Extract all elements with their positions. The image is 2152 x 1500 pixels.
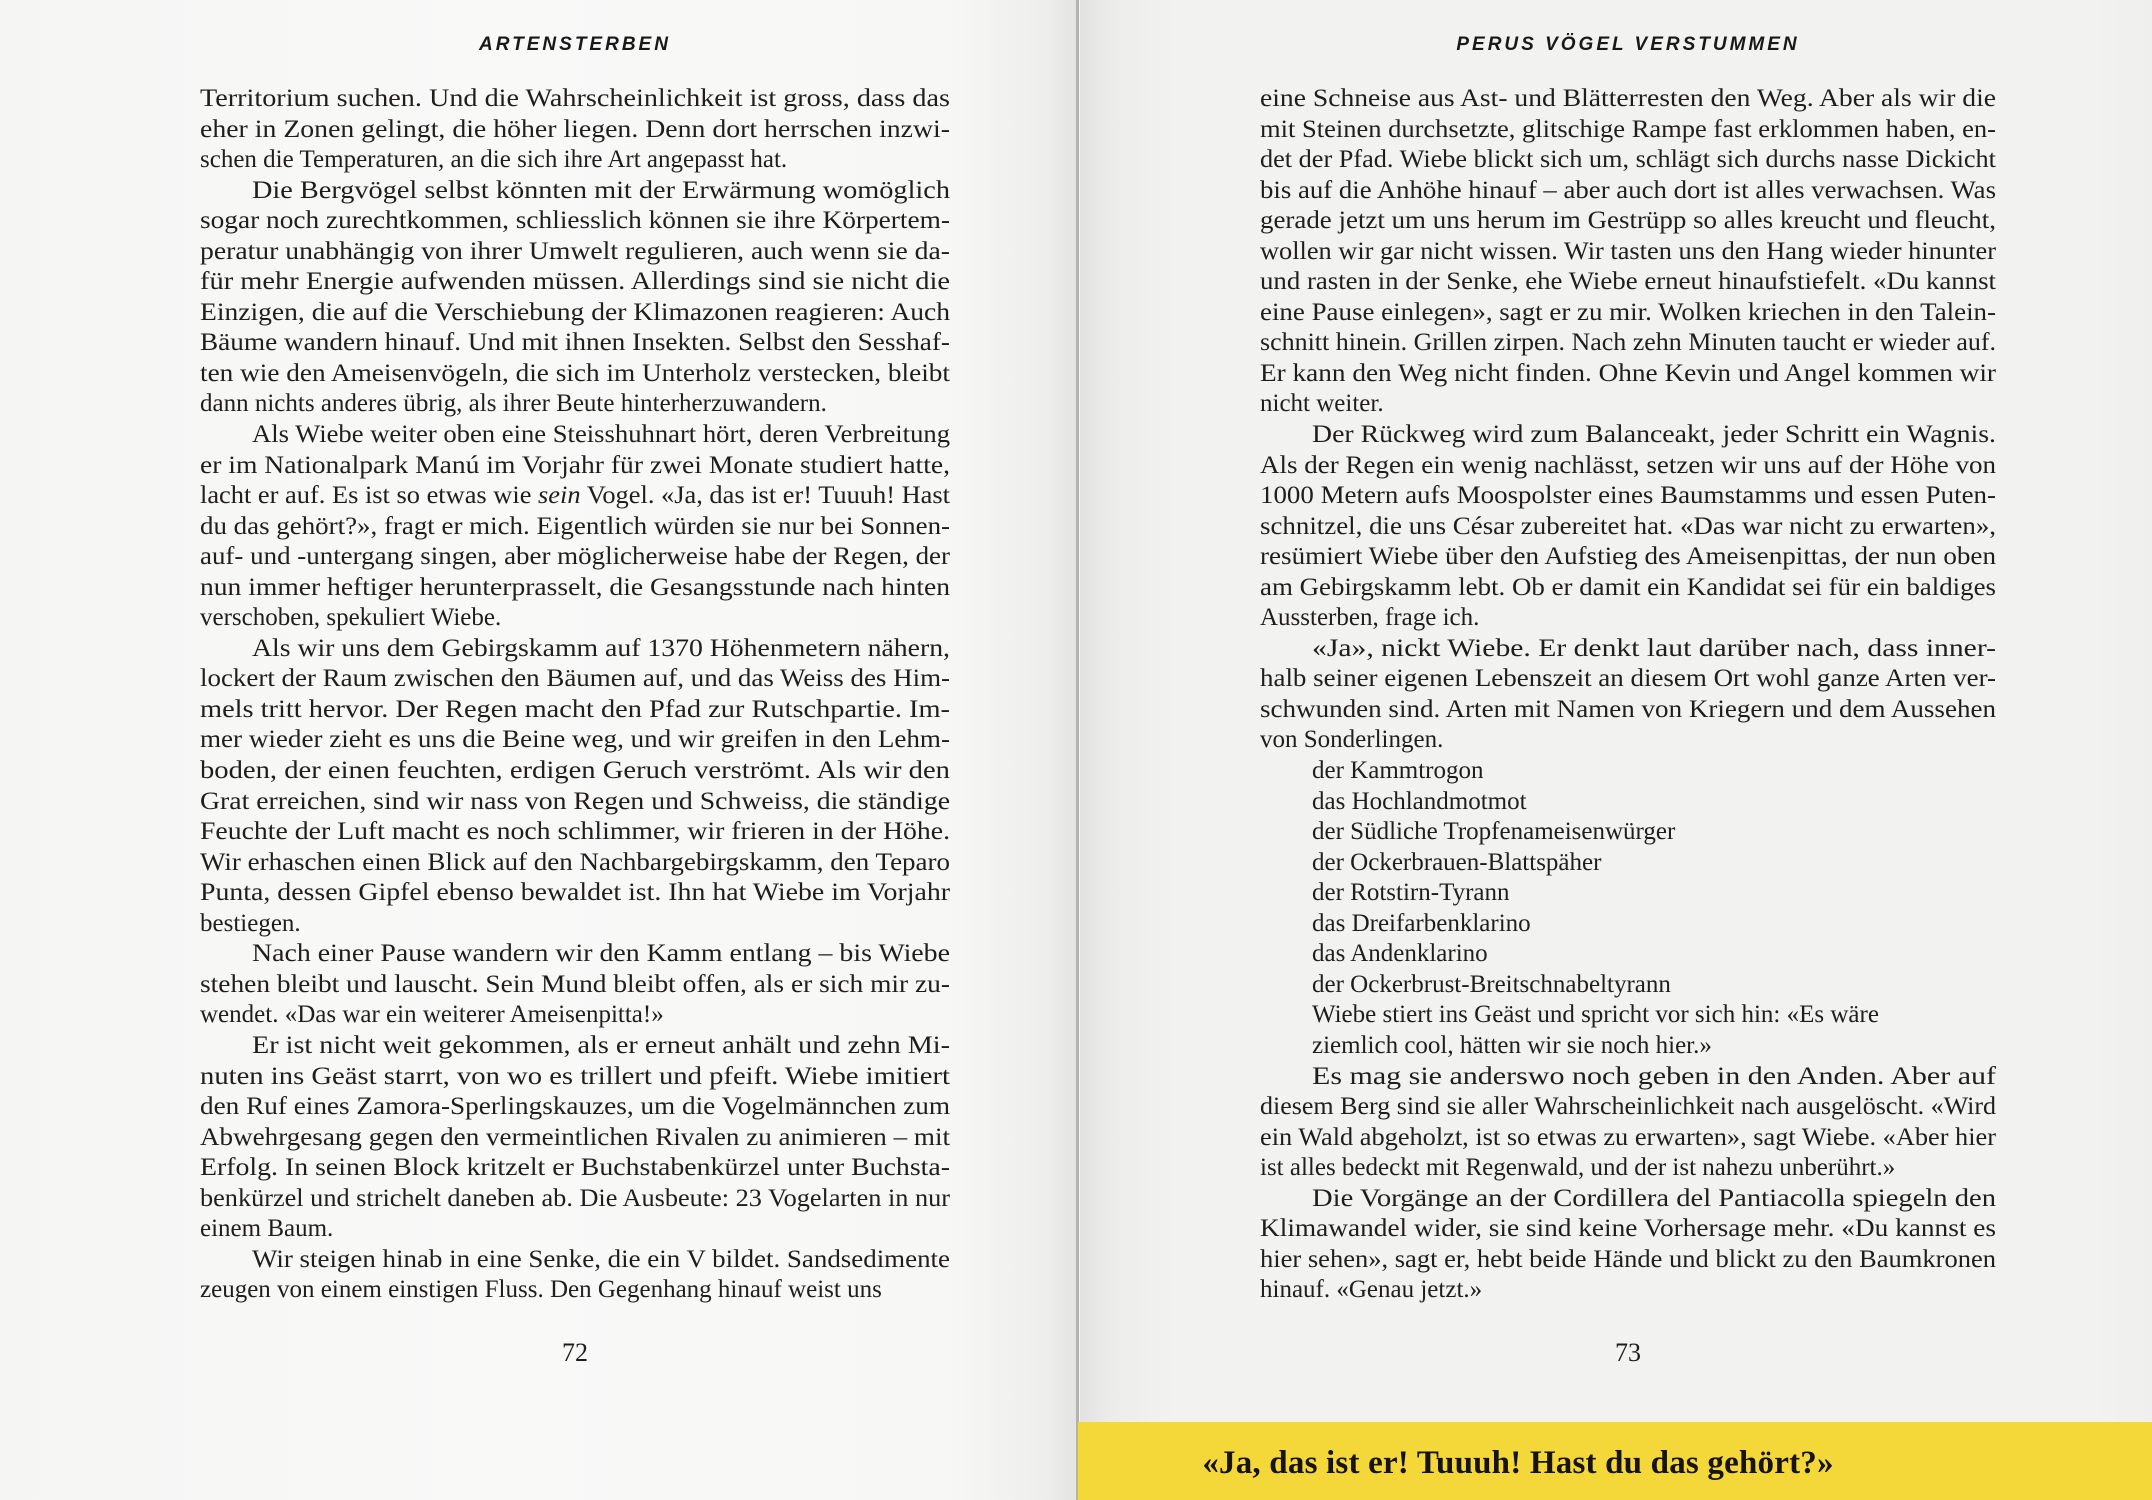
- text-line: Territorium suchen. Und die Wahrscheinlichkeit ist gross, dass das: [200, 85, 951, 112]
- text-line: Als Wiebe weiter oben eine Steisshuhnart hört, deren Verbreitung: [252, 421, 950, 449]
- text-line: lockert der Raum zwischen den Bäumen auf, und das Weiss des Him-: [200, 665, 950, 693]
- text-line: nicht weiter.: [1260, 390, 1384, 418]
- text-line: Feuchte der Luft macht es noch schlimmer, wir frieren in der Höhe.: [200, 818, 950, 846]
- right-page: [1080, 0, 2152, 1500]
- text-line: das Dreifarbenklarino: [1312, 909, 1531, 937]
- text-line: ein Wald abgeholzt, ist so etwas zu erwarten», sagt Wiebe. «Aber hier: [1260, 1123, 1996, 1151]
- text-line: stehen bleibt und lauscht. Sein Mund bleibt offen, als er sich mir zu-: [200, 970, 950, 998]
- text-line: Klimawandel wider, sie sind keine Vorhersage mehr. «Du kannst es: [1260, 1215, 1996, 1243]
- page-number-right: 73: [1615, 1338, 1641, 1367]
- text-line: diesem Berg sind sie aller Wahrscheinlichkeit nach ausgelöscht. «Wird: [1260, 1093, 1996, 1121]
- text-line: benkürzel und strichelt daneben ab. Die Ausbeute: 23 Vogelarten in nur: [200, 1184, 950, 1212]
- text-line: mer wieder zieht es uns die Beine weg, und wir greifen in den Lehm-: [200, 726, 950, 754]
- text-line: zeugen von einem einstigen Fluss. Den Gegenhang hinauf weist uns: [200, 1276, 882, 1304]
- text-line: Bäume wandern hinauf. Und mit ihnen Insekten. Selbst den Sesshaf-: [200, 329, 950, 357]
- text-line: Als wir uns dem Gebirgskamm auf 1370 Höhenmetern nähern,: [252, 634, 951, 662]
- text-line: Die Vorgänge an der Cordillera del Pantiacolla spiegeln den: [1312, 1184, 1996, 1212]
- page-gutter-divider: [1076, 0, 1079, 1500]
- text-line: Die Bergvögel selbst könnten mit der Erwärmung womöglich: [252, 176, 950, 204]
- text-line: Wiebe stiert ins Geäst und spricht vor sich hin: «Es wäre: [1312, 1001, 1879, 1029]
- text-line: Wir steigen hinab in eine Senke, die ein V bildet. Sandsedimente: [252, 1245, 950, 1273]
- running-head-right: PERUS VÖGEL VERSTUMMEN: [1456, 34, 1800, 55]
- text-line: eher in Zonen gelingt, die höher liegen. Denn dort herrschen inzwi-: [200, 115, 950, 143]
- text-line: dann nichts anderes übrig, als ihrer Beute hinterherzuwandern.: [200, 390, 827, 418]
- text-line: schnitt hinein. Grillen zirpen. Nach zehn Minuten taucht er wieder auf.: [1260, 329, 1996, 357]
- text-line: auf- und -untergang singen, aber möglicherweise habe der Regen, der: [200, 543, 950, 571]
- text-line: Es mag sie anderswo noch geben in den Anden. Aber auf: [1312, 1062, 1996, 1090]
- text-line: Erfolg. In seinen Block kritzelt er Buchstabenkürzel unter Buchsta-: [200, 1154, 950, 1182]
- text-line: du das gehört?», fragt er mich. Eigentlich würden sie nur bei Sonnen-: [200, 512, 950, 540]
- text-line: Als der Regen ein wenig nachlässt, setzen wir uns auf der Höhe von: [1260, 451, 1996, 479]
- text-line: Wir erhaschen einen Blick auf den Nachbargebirgskamm, den Teparo: [200, 848, 950, 876]
- left-page-text-block: [200, 84, 950, 1306]
- text-line: einem Baum.: [200, 1215, 334, 1243]
- text-line: das Andenklarino: [1312, 940, 1488, 968]
- text-line: Der Rückweg wird zum Balanceakt, jeder Schritt ein Wagnis.: [1312, 421, 1996, 449]
- text-line: Er ist nicht weit gekommen, als er erneut anhält und zehn Mi-: [252, 1031, 950, 1059]
- text-line: det der Pfad. Wiebe blickt sich um, schlägt sich durchs nasse Dickicht: [1260, 146, 1996, 174]
- text-line: der Rotstirn-Tyrann: [1312, 879, 1510, 907]
- text-line: nuten ins Geäst starrt, von wo es trillert und pfeift. Wiebe imitiert: [200, 1062, 950, 1090]
- text-line: Punta, dessen Gipfel ebenso bewaldet ist. Ihn hat Wiebe im Vorjahr: [200, 879, 950, 907]
- text-line: er im Nationalpark Manú im Vorjahr für zwei Monate studiert hatte,: [200, 451, 950, 479]
- text-line: Einzigen, die auf die Verschiebung der Klimazonen reagieren: Auch: [200, 298, 951, 326]
- text-line: Grat erreichen, sind wir nass von Regen und Schweiss, die ständige: [200, 787, 950, 815]
- text-line: für mehr Energie aufwenden müssen. Allerdings sind sie nicht die: [200, 268, 950, 296]
- text-line: schnitzel, die uns César zubereitet hat. «Das war nicht zu erwarten»,: [1260, 512, 1996, 540]
- text-line: eine Schneise aus Ast- und Blätterresten den Weg. Aber als wir die: [1260, 85, 1996, 112]
- running-head-left: ARTENSTERBEN: [479, 34, 671, 55]
- pull-quote-text: «Ja, das ist er! Tuuuh! Hast du das gehört?»: [1202, 1445, 1834, 1481]
- text-line: verschoben, spekuliert Wiebe.: [200, 604, 502, 632]
- text-line: peratur unabhängig von ihrer Umwelt regulieren, auch wenn sie da-: [200, 237, 951, 265]
- text-line: hier sehen», sagt er, hebt beide Hände und blickt zu den Baumkronen: [1260, 1245, 1996, 1273]
- text-line: boden, der einen feuchten, erdigen Geruch verströmt. Als wir den: [200, 757, 950, 785]
- right-page-text-block: [1260, 84, 1996, 1306]
- page-number-left: 72: [562, 1338, 588, 1367]
- text-line: der Südliche Tropfenameisenwürger: [1312, 818, 1676, 846]
- text-line: 1000 Metern aufs Moospolster eines Baumstamms und essen Puten-: [1260, 482, 1996, 510]
- text-line: sogar noch zurechtkommen, schliesslich können sie ihre Körpertem-: [200, 207, 950, 235]
- text-line: halb seiner eigenen Lebenszeit an diesem Ort wohl ganze Arten ver-: [1260, 665, 1996, 693]
- text-line: lacht er auf. Es ist so etwas wie sein Vogel. «Ja, das ist er! Tuuuh! Hast: [200, 482, 950, 510]
- text-line: schen die Temperaturen, an die sich ihre Art angepasst hat.: [200, 146, 788, 174]
- pull-quote-banner: [1078, 1422, 2152, 1500]
- text-line: resümiert Wiebe über den Aufstieg des Ameisenpittas, der nun oben: [1260, 543, 1996, 571]
- text-line: von Sonderlingen.: [1260, 726, 1444, 754]
- text-line: hinauf. «Genau jetzt.»: [1260, 1276, 1483, 1304]
- text-line: ten wie den Ameisenvögeln, die sich im Unterholz verstecken, bleibt: [200, 359, 950, 387]
- text-line: mels tritt hervor. Der Regen macht den Pfad zur Rutschpartie. Im-: [200, 695, 950, 723]
- text-line: ist alles bedeckt mit Regenwald, und der ist nahezu unberührt.»: [1260, 1154, 1896, 1182]
- text-line: der Kammtrogon: [1312, 757, 1484, 785]
- text-line: der Ockerbrust-Breitschnabeltyrann: [1312, 970, 1671, 998]
- text-line: bestiegen.: [200, 909, 301, 937]
- text-line: das Hochlandmotmot: [1312, 787, 1527, 815]
- text-line: schwunden sind. Arten mit Namen von Kriegern und dem Aussehen: [1260, 695, 1996, 723]
- text-line: und rasten in der Senke, ehe Wiebe erneut hinaufstiefelt. «Du kannst: [1260, 268, 1996, 296]
- text-line: am Gebirgskamm lebt. Ob er damit ein Kandidat sei für ein baldiges: [1260, 573, 1996, 601]
- text-line: wendet. «Das war ein weiterer Ameisenpitta!»: [200, 1001, 664, 1029]
- text-line: eine Pause einlegen», sagt er zu mir. Wolken kriechen in den Talein-: [1260, 298, 1996, 326]
- text-line: Aussterben, frage ich.: [1260, 604, 1480, 632]
- text-line: Er kann den Weg nicht finden. Ohne Kevin und Angel kommen wir: [1260, 359, 1996, 387]
- text-line: den Ruf eines Zamora-Sperlingskauzes, um die Vogelmännchen zum: [200, 1093, 950, 1121]
- text-line: nun immer heftiger herunterprasselt, die Gesangsstunde nach hinten: [200, 573, 950, 601]
- text-line: bis auf die Anhöhe hinauf – aber auch dort ist alles verwachsen. Was: [1260, 176, 1996, 204]
- text-line: der Ockerbrauen-Blattspäher: [1312, 848, 1602, 876]
- text-line: gerade jetzt um uns herum im Gestrüpp so alles kreucht und fleucht,: [1260, 207, 1996, 235]
- text-line: ziemlich cool, hätten wir sie noch hier.»: [1312, 1031, 1712, 1059]
- text-line: Abwehrgesang gegen den vermeintlichen Rivalen zu animieren – mit: [200, 1123, 950, 1151]
- text-line: wollen wir gar nicht wissen. Wir tasten uns den Hang wieder hinunter: [1260, 237, 1996, 265]
- text-line: Nach einer Pause wandern wir den Kamm entlang – bis Wiebe: [252, 940, 950, 968]
- text-line: «Ja», nickt Wiebe. Er denkt laut darüber nach, dass inner-: [1312, 634, 1996, 662]
- text-line: mit Steinen durchsetzte, glitschige Rampe fast erklommen haben, en-: [1260, 115, 1996, 143]
